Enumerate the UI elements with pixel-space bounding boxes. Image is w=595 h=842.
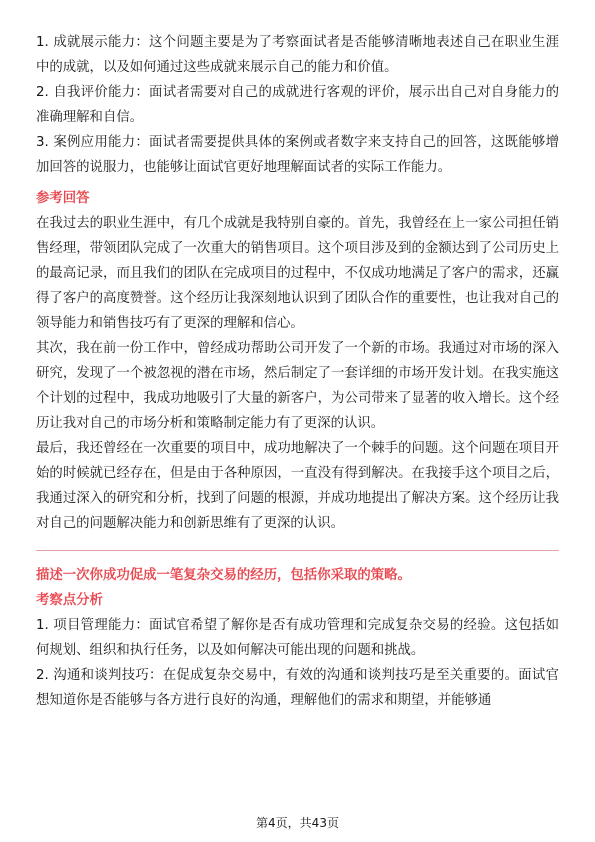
intro-point-3: 3. 案例应用能力：面试者需要提供具体的案例或者数字来支持自己的回答，这既能够增加回答的说服力，也能够让面试官更好地理解面试者的实际工作能力。 <box>36 135 559 175</box>
intro-point-1: 1. 成就展示能力：这个问题主要是为了考察面试者是否能够清晰地表述自己在职业生涯中的成就，以及如何通过这些成就来展示自己的能力和价值。 <box>36 35 559 75</box>
document-page <box>36 30 559 713</box>
question-heading: 描述一次你成功促成一笔复杂交易的经历，包括你采取的策略。 <box>36 568 411 583</box>
answer-paragraph-3: 最后，我还曾经在一次重要的项目中，成功地解决了一个棘手的问题。这个问题在项目开始的时候就已经存在，但是由于各种原因，一直没有得到解决。在我接手这个项目之后，我通过深入的研究和分析，找到了问题的根源，并成功地提出了解决方案。这个经历让我对自己的问题解决能力和创新思维有了更深的认识。 <box>36 441 559 531</box>
answer-paragraph-1: 在我过去的职业生涯中，有几个成就是我特别自豪的。首先，我曾经在上一家公司担任销售经理，带领团队完成了一次重大的销售项目。这个项目涉及到的金额达到了公司历史上的最高记录，而且我们的团队在完成项目的过程中，不仅成功地满足了客户的需求，还赢得了客户的高度赞誉。这个经历让我深刻地认识到了团队合作的重要性，也让我对自己的领导能力和销售技巧有了更深的理解和信心。 <box>36 216 559 331</box>
answer-section-title: 参考回答 <box>36 191 90 206</box>
question-divider <box>36 550 559 551</box>
answer-paragraph-2: 其次，我在前一份工作中，曾经成功帮助公司开发了一个新的市场。我通过对市场的深入研究，发现了一个被忽视的潜在市场，然后制定了一套详细的市场开发计划。在我实施这个计划的过程中，我成功地吸引了大量的新客户，为公司带来了显著的收入增长。这个经历让我对自己的市场分析和策略制定能力有了更深的认识。 <box>36 341 559 431</box>
intro-point-2: 2. 自我评价能力：面试者需要对自己的成就进行客观的评价，展示出自己对自身能力的准确理解和自信。 <box>36 85 559 125</box>
analysis-section-title: 考察点分析 <box>36 593 103 608</box>
analysis-point-1: 1. 项目管理能力：面试官希望了解你是否有成功管理和完成复杂交易的经验。这包括如何规划、组织和执行任务，以及如何解决可能出现的问题和挑战。 <box>36 618 559 658</box>
page-number-footer: 第4页，共43页 <box>256 816 339 830</box>
analysis-point-2: 2. 沟通和谈判技巧：在促成复杂交易中，有效的沟通和谈判技巧是至关重要的。面试官想知道你是否能够与各方进行良好的沟通，理解他们的需求和期望，并能够通 <box>36 668 559 708</box>
